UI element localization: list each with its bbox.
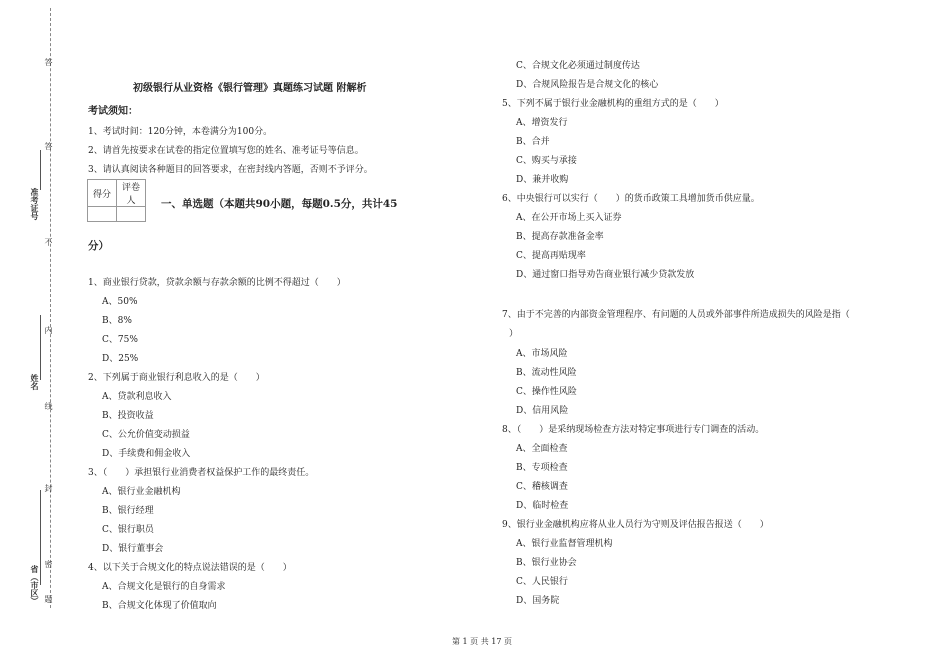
option: A、在公开市场上买入证券 [516,213,622,223]
binding-label-no: 不 [44,238,53,246]
notice-item: 3、请认真阅读各种题目的回答要求，在密封线内答题，否则不予评分。 [88,165,373,175]
question-stem: 1、商业银行贷款，贷款余额与存款余额的比例不得超过（ ） [88,278,346,288]
grader-label: 评卷人 [117,180,146,207]
option: C、提高再贴现率 [516,251,586,261]
option: A、银行业金融机构 [102,487,181,497]
notice-heading: 考试须知： [88,106,138,117]
option: C、人民银行 [516,577,568,587]
name-blank [40,315,41,380]
question-stem: 9、银行业金融机构应将从业人员行为守则及评估报告报送（ ） [502,520,769,530]
option: B、合并 [516,137,550,147]
score-cell[interactable] [88,207,117,222]
question-stem: 6、中央银行可以实行（ ）的货币政策工具增加货币供应量。 [502,194,760,204]
binding-label-answer: 答 [44,58,53,66]
option: C、公允价值变动损益 [102,430,190,440]
section-heading: 一、单选题（本题共90小题，每题0.5分，共计45 [161,198,398,210]
binding-label-question: 题 [44,595,53,603]
option: C、操作性风险 [516,387,577,397]
question-stem: 7、由于不完善的内部资金管理程序、有问题的人员或外部事件所造成损失的风险是指（ [502,310,850,320]
notice-item: 1、考试时间：120分钟，本卷满分为100分。 [88,127,273,137]
option: A、全面检查 [516,444,568,454]
candidate-number-blank [40,150,41,190]
binding-label-answer-2: 答 [44,142,53,150]
option: A、贷款利息收入 [102,392,172,402]
option: D、通过窗口指导劝告商业银行减少贷款发放 [516,270,695,280]
option: C、购买与承接 [516,156,577,166]
option: D、信用风险 [516,406,569,416]
question-stem: 5、下列不属于银行业金融机构的重组方式的是（ ） [502,99,724,109]
option: D、兼并收购 [516,175,569,185]
option: B、流动性风险 [516,368,577,378]
score-label: 得分 [88,180,117,207]
notice-item: 2、请首先按要求在试卷的指定位置填写您的姓名、准考证号等信息。 [88,146,364,156]
section-heading-cont: 分） [88,240,109,252]
option: D、手续费和佣金收入 [102,449,191,459]
option: B、银行业协会 [516,558,577,568]
option: B、投资收益 [102,411,154,421]
grader-cell[interactable] [117,207,146,222]
binding-label-inside: 内 [44,326,53,334]
option: B、8% [102,316,132,326]
score-box [87,179,146,222]
option: B、银行经理 [102,506,154,516]
binding-label-line: 线 [44,402,53,410]
question-stem: 4、以下关于合规文化的特点说法错误的是（ ） [88,563,292,573]
question-stem-cont: ） [509,329,519,339]
option: B、合规文化体现了价值取向 [102,601,217,611]
question-stem: 3、（ ）承担银行业消费者权益保护工作的最终责任。 [88,468,315,478]
option: D、国务院 [516,596,560,606]
option: A、市场风险 [516,349,568,359]
binding-dashed-line [50,8,51,608]
option: C、合规文化必须通过制度传达 [516,61,640,71]
option: A、50% [102,297,138,307]
option: A、银行业监督管理机构 [516,539,613,549]
binding-label-secret: 密 [44,560,53,568]
option: C、稽核调查 [516,482,568,492]
option: C、银行职员 [102,525,154,535]
option: D、临时检查 [516,501,569,511]
candidate-number-label: 准考证号 [30,188,40,220]
option: D、银行董事会 [102,544,164,554]
page-number: 第 1 页 共 17 页 [452,637,512,646]
option: A、增资发行 [516,118,568,128]
binding-label-seal: 封 [44,484,53,492]
question-stem: 2、下列属于商业银行利息收入的是（ ） [88,373,265,383]
option: B、提高存款准备金率 [516,232,604,242]
question-stem: 8、（ ）是采纳现场检查方法对特定事项进行专门调查的活动。 [502,425,765,435]
option: D、合规风险报告是合规文化的核心 [516,80,659,90]
option: A、合规文化是银行的自身需求 [102,582,226,592]
region-label: 省（市区） [30,565,40,605]
option: C、75% [102,335,138,345]
option: B、专项检查 [516,463,568,473]
name-label: 姓名 [30,374,40,390]
option: D、25% [102,354,139,364]
page-title: 初级银行从业资格《银行管理》真题练习试题 附解析 [133,83,367,94]
